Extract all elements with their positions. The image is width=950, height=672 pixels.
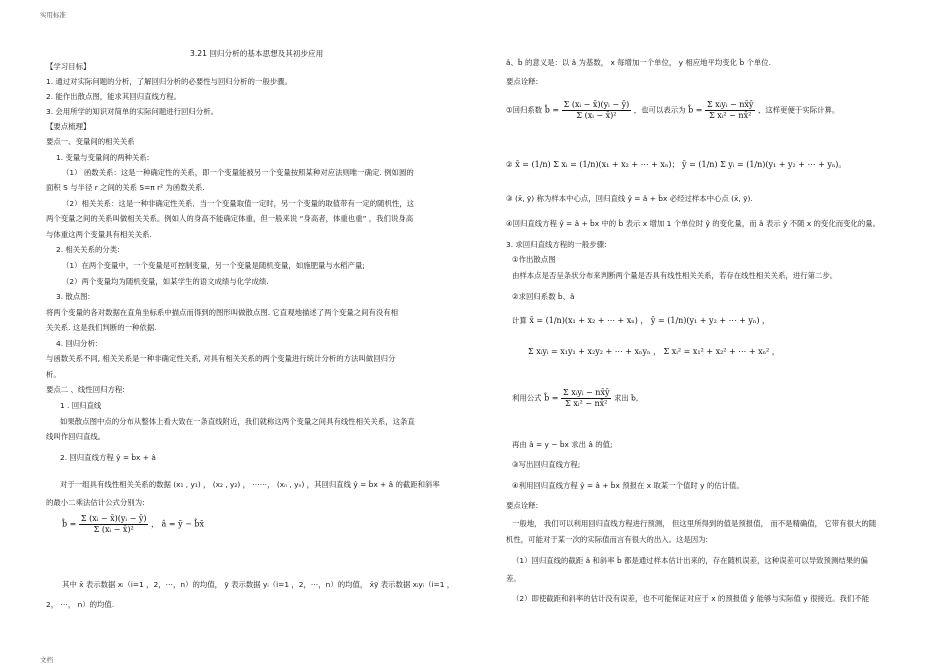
paragraph-line: 由样本点是否呈条状分布来判断两个量是否具有线性相关关系，若存在线性相关关系，进行第二步。 <box>512 271 838 280</box>
paragraph-line: 差。 <box>506 574 521 583</box>
paragraph-line: 3. 会用所学的知识对简单的实际问题进行回归分析。 <box>46 107 218 116</box>
page-title: 3.21 回归分析的基本思想及其初步应用 <box>190 49 324 58</box>
least-squares-formula <box>62 514 204 535</box>
means-expression: x̄ = (1/n) Σ xᵢ = (1/n)(x₁ + x₂ + ⋯ + xₙ)； ȳ = (1/n) Σ yᵢ = (1/n)(y₁ + y₂ + ⋯ + yₙ)。 <box>515 160 847 169</box>
result-text: 求出 b̂, <box>614 393 639 403</box>
paragraph-line: 2， ⋯， n）的均值. <box>46 600 115 609</box>
paragraph-line: ①作出散点图 <box>512 255 556 264</box>
section-heading: 【要点梳理】 <box>46 122 91 131</box>
b-hat-numerator: Σ (xᵢ − x̄)(yᵢ − ȳ) <box>563 100 630 109</box>
paragraph-line: 两个变量之间的关系叫做相关关系。例如人的身高不能确定体重，但一般来说 “身高者，体重也重” ，我们说身高 <box>46 214 414 223</box>
alt-text: ，也可以表示为 <box>633 105 686 115</box>
subsection-heading: 要点一、变量间的相关关系 <box>46 137 135 146</box>
paragraph-line: ③写出回归直线方程; <box>512 460 581 469</box>
b-hat-alt-numerator: Σ xᵢyᵢ − nx̄ȳ <box>563 388 610 397</box>
paragraph-line: 线叫作回归直线。 <box>46 432 106 441</box>
paragraph-line: 与函数关系不同, 相关关系是一种非确定性关系, 对具有相关关系的两个变量进行统计分析的方法叫做回归分 <box>46 354 396 363</box>
paragraph-line: ④回归直线方程 ŷ = â + b̂x 中的 b̂ 表示 x 增加 1 个单位时 ŷ 的变化量，而 â 表示 ŷ 不随 x 的变化而变化的量。 <box>506 219 881 228</box>
paragraph-line: （1） 函数关系：这是一种确定性的关系，即一个变量能被另一个变量按照某种对应法则唯一确定. 例如圆的 <box>62 168 414 177</box>
b-hat-alt-fraction <box>561 388 611 409</box>
paragraph-line: （2）两个变量均为随机变量，如某学生的语文成绩与化学成绩. <box>62 277 269 286</box>
paragraph-line: 一般地， 我们可以利用回归直线方程进行预测， 但这里所得到的值是预报值， 而不是精确值， 它带有很大的随 <box>512 519 877 528</box>
paragraph-line: ③ (x̄, ȳ) 称为样本中心点，回归直线 ŷ = â + b̂x 必经过样本中心点 (x̄, ȳ). <box>506 194 753 203</box>
regression-coefficient-formula <box>506 100 839 121</box>
b-hat-numerator: Σ (xᵢ − x̄)(yᵢ − ȳ) <box>80 514 147 523</box>
paragraph-line: 2. 相关关系的分类: <box>56 245 120 254</box>
b-hat-fraction <box>562 100 632 121</box>
paragraph-line: 机性，可能对于某一次的实际值而言有很大的出入。这是因为: <box>506 535 709 544</box>
paragraph-line: 其中 x̄ 表示数据 xᵢ（i=1 ，2，⋯，n）的均值， ȳ 表示数据 yᵢ（i=1 ，2，⋯，n）的均值， x̄ȳ 表示数据 xᵢyᵢ（i=1 ， <box>62 580 455 589</box>
b-hat-alt-numerator: Σ xᵢyᵢ − nx̄ȳ <box>706 100 754 109</box>
paragraph-line: （1）回归直线的截距 â 和斜率 b̂ 都是通过样本估计出来的，存在随机误差，这种误差可以导致预测结果的偏 <box>512 556 868 565</box>
paragraph-line: （2）即使截距和斜率的估计没有误差，也不可能保证对应于 x 的预报值 ŷ 能够与实际值 y 很接近。我们不能 <box>512 594 870 603</box>
b-hat-symbol: b̂ = <box>544 393 559 403</box>
calc-mean-expression: x̄ = (1/n)(x₁ + x₂ + ⋯ + xₙ) ， ȳ = (1/n)(y₁ + y₂ + ⋯ + yₙ) ， <box>529 316 771 325</box>
paragraph-line: 如果散点图中点的分布从整体上看大致在一条直线附近，我们就称这两个变量之间具有线性相关关系，这条直 <box>60 417 415 426</box>
calc-sum-formula: Σ xᵢyᵢ = x₁y₁ + x₂y₂ + ⋯ + xₙyₙ ， Σ xᵢ² = x₁² + x₂² + ⋯ + xₙ² ， <box>528 347 780 356</box>
b-hat-fraction <box>79 514 149 535</box>
page-header: 实用标准 <box>40 11 66 19</box>
section-heading: 【学习目标】 <box>46 62 91 71</box>
subsection-heading: 要点二 、线性回归方程: <box>46 385 125 394</box>
paragraph-line: 3. 散点图: <box>56 292 91 301</box>
paragraph-line: 的最小二乘法估计公式分别为: <box>46 498 145 507</box>
b-hat-symbol: b̂ = <box>544 105 560 115</box>
paragraph-line: â、b̂ 的意义是：以 â 为基数， x 每增加一个单位， y 相应地平均变化 b̂ 个单位. <box>506 58 772 67</box>
paragraph-line: 1 . 回归直线 <box>60 401 102 410</box>
paragraph-line: 面积 S 与半径 r 之间的关系 S=π r² 为函数关系. <box>46 183 205 192</box>
paragraph-line: 1. 变量与变量间的两种关系: <box>56 153 150 162</box>
note-label: ② <box>506 160 513 169</box>
mean-formula <box>506 160 846 170</box>
b-hat-alt-fraction <box>705 100 755 121</box>
use-label: 利用公式 <box>512 393 542 403</box>
paragraph-line: 关关系. 这是我们判断的一种依据. <box>46 323 157 332</box>
note-text: ，这样更便于实际计算。 <box>757 105 840 115</box>
paragraph-line: （2）相关关系：这是一种非确定性关系．当一个变量取值一定时，另一个变量的取值带有一定的随机性，这 <box>62 199 415 208</box>
paragraph-line: （1）在两个变量中，一个变量是可控制变量，另一个变量是随机变量，如施肥量与水稻产量; <box>62 261 365 270</box>
paragraph-line: 2. 回归直线方程 ŷ = b̂x + â <box>60 453 156 462</box>
b-hat-denominator: Σ (xᵢ − x̄)² <box>576 111 617 120</box>
b-hat-symbol: b̂ = <box>688 105 703 115</box>
note-label: ①回归系数 <box>506 105 543 115</box>
formula-use-line <box>512 388 638 409</box>
paragraph-line: 2. 能作出散点图，能求其回归直线方程。 <box>46 92 182 101</box>
page-footer: 文档 <box>40 656 53 664</box>
paragraph-line: 将两个变量的各对数据在直角坐标系中描点而得到的图形叫做散点图. 它直观地描述了两个变量之间有没有相 <box>46 308 399 317</box>
paragraph-line: 1. 通过对实际问题的分析，了解回归分析的必要性与回归分析的一般步骤。 <box>46 77 292 86</box>
paragraph-line: 析。 <box>46 370 61 379</box>
note-heading: 要点诠释: <box>506 501 539 510</box>
note-heading: 要点诠释: <box>506 77 539 86</box>
calc-label: 计算 <box>512 316 527 325</box>
b-hat-alt-denominator: Σ xᵢ² − nx̄² <box>565 399 608 408</box>
b-hat-alt-denominator: Σ xᵢ² − nx̄² <box>709 111 752 120</box>
paragraph-line: 对于一组具有线性相关关系的数据 (x₁ , y₁) ， (x₂ , y₂) ， ⋯⋯， (xₙ , yₙ) ，其回归直线 ŷ = b̂x + â 的截距和斜率 <box>60 480 440 489</box>
b-hat-symbol: b̂ = <box>62 519 77 529</box>
calc-mean-formula <box>512 316 770 326</box>
paragraph-line: ④利用回归直线方程 ŷ = â + b̂x 预报在 x 取某一个值时 y 的估计值。 <box>512 481 744 490</box>
b-hat-denominator: Σ (xᵢ − x̄)² <box>93 525 134 534</box>
paragraph-line: 再由 â = y − b̂x 求出 â 的值; <box>512 440 613 449</box>
paragraph-line: 与体重这两个变量具有相关关系. <box>46 230 152 239</box>
subsection-heading: 3. 求回归直线方程的一般步骤: <box>506 240 607 249</box>
a-hat-formula: ， â = ȳ − b̂x̄ <box>151 519 205 529</box>
paragraph-line: 4. 回归分析: <box>56 339 98 348</box>
paragraph-line: ②求回归系数 b̂、â <box>512 292 575 301</box>
